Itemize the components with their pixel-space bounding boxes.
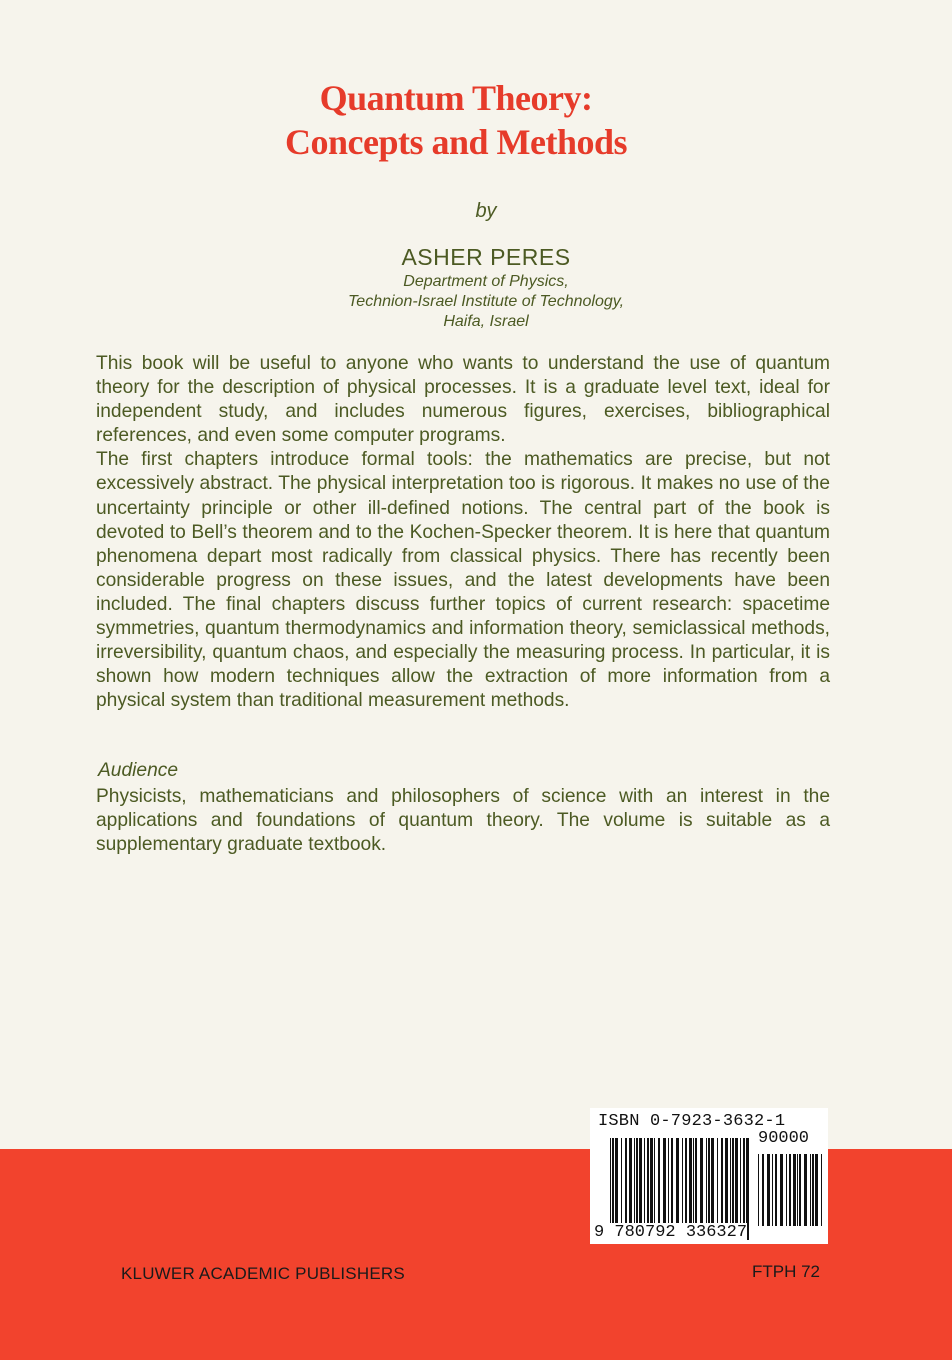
book-title xyxy=(0,76,932,164)
title-line-1: Quantum Theory: xyxy=(319,78,593,118)
title-line-2: Concepts and Methods xyxy=(284,122,628,162)
audience-text: Physicists, mathematicians and philosophers of science with an interest in the applications and foundations of quantum theory. The volume is suitable as a supplementary graduate textbook. xyxy=(96,786,830,856)
series-code: FTPH 72 xyxy=(752,1262,821,1281)
description-paragraph-2: The first chapters introduce formal tools: the mathematics are precise, but not excessively abstract. The physical interpretation too is rigorous. It makes no use of the uncertainty principle or other ill-defined notions. The central part of the book is devoted to Bell’s theorem and to the Kochen-Specker theorem. It is here that quantum phenomena depart most radically from classical physics. There has recently been considerable progress on these issues, and the latest developments have been included. The final chapters discuss further topics of current research: spacetime symmetries, quantum thermodynamics and information theory, semiclassical methods, irreversibility, quantum chaos, and especially the measuring process. In particular, it is shown how modern techniques allow the extraction of more information from a physical system than traditional measurement methods. xyxy=(96,449,830,712)
affiliation-line: Technion-Israel Institute of Technology, xyxy=(347,293,625,310)
affiliation-line: Haifa, Israel xyxy=(443,313,529,330)
barcode-addon-number: 90000 xyxy=(758,1129,810,1148)
author-name: ASHER PERES xyxy=(401,244,571,270)
isbn-number: ISBN 0-7923-3632-1 xyxy=(598,1112,786,1131)
isbn-barcode xyxy=(590,1108,828,1244)
audience-heading: Audience xyxy=(98,760,179,781)
description xyxy=(96,352,830,713)
author-affiliation xyxy=(10,272,952,332)
ean-number: 9 780792 336327 xyxy=(594,1223,748,1242)
by-label: by xyxy=(475,200,497,222)
publisher-name: KLUWER ACADEMIC PUBLISHERS xyxy=(121,1264,405,1283)
description-paragraph-1: This book will be useful to anyone who wants to understand the use of quantum theory for the description of physical processes. It is a graduate level text, ideal for independent study, and includes numerous figures, exercises, bibliographical references, and even some computer programs. xyxy=(96,353,830,447)
affiliation-line: Department of Physics, xyxy=(403,273,569,290)
